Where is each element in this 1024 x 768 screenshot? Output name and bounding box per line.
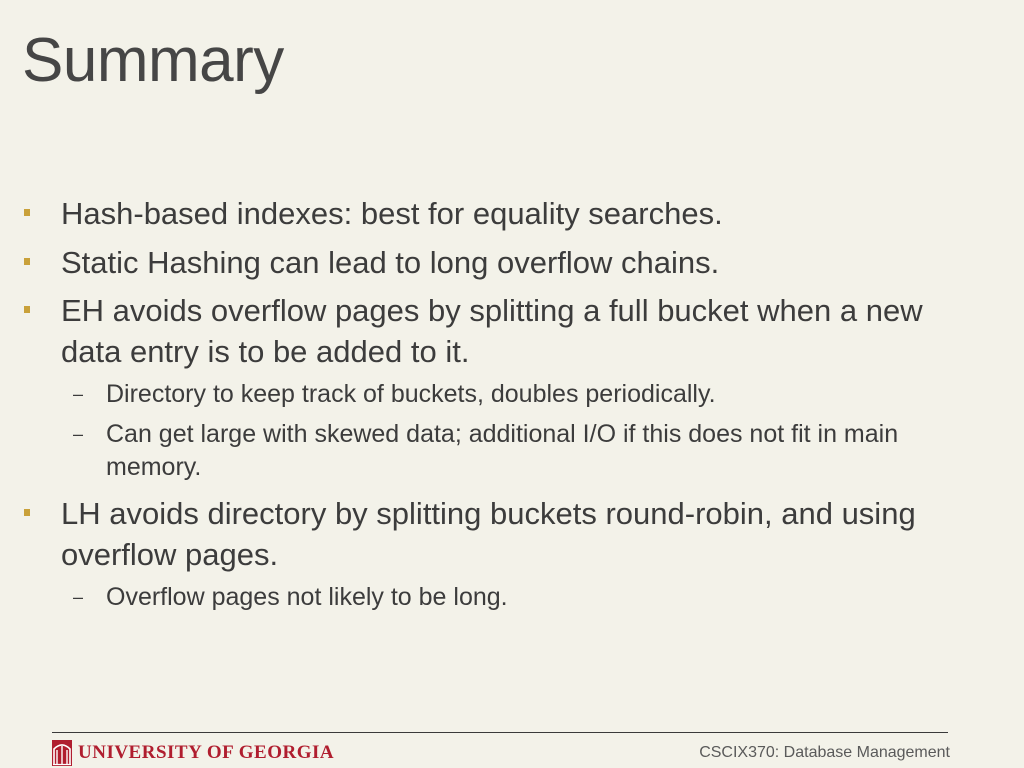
sub-bullet-text: Can get large with skewed data; additional I/O if this does not fit in main memory. <box>106 420 899 481</box>
university-name: UNIVERSITY OF GEORGIA <box>78 742 335 763</box>
course-label: CSCIX370: Database Management <box>699 744 950 761</box>
dash-marker-icon: – <box>73 424 84 444</box>
university-logo <box>52 740 334 766</box>
slide-title: Summary <box>22 26 284 95</box>
arch-icon <box>52 740 72 766</box>
bullet-item <box>61 290 961 372</box>
sub-bullet-item <box>73 378 956 411</box>
dash-marker-icon: – <box>73 384 84 404</box>
bullet-text: Hash-based indexes: best for equality searches. <box>61 196 723 231</box>
bullet-marker-icon <box>24 242 32 283</box>
bullet-item <box>61 493 931 575</box>
footer-divider <box>52 732 948 733</box>
bullet-item <box>61 242 961 283</box>
bullet-text: EH avoids overflow pages by splitting a full bucket when a new data entry is to be added to it. <box>61 293 923 369</box>
sub-bullet-item <box>73 418 941 484</box>
sub-bullet-text: Overflow pages not likely to be long. <box>106 583 508 611</box>
dash-marker-icon: – <box>73 587 84 607</box>
bullet-marker-icon <box>24 290 32 331</box>
sub-bullet-item <box>73 581 956 614</box>
bullet-item <box>61 193 961 234</box>
bullet-marker-icon <box>24 493 32 534</box>
bullet-text: LH avoids directory by splitting buckets round-robin, and using overflow pages. <box>61 496 916 572</box>
bullet-marker-icon <box>24 193 32 234</box>
sub-bullet-text: Directory to keep track of buckets, doubles periodically. <box>106 380 716 408</box>
bullet-text: Static Hashing can lead to long overflow chains. <box>61 245 720 280</box>
